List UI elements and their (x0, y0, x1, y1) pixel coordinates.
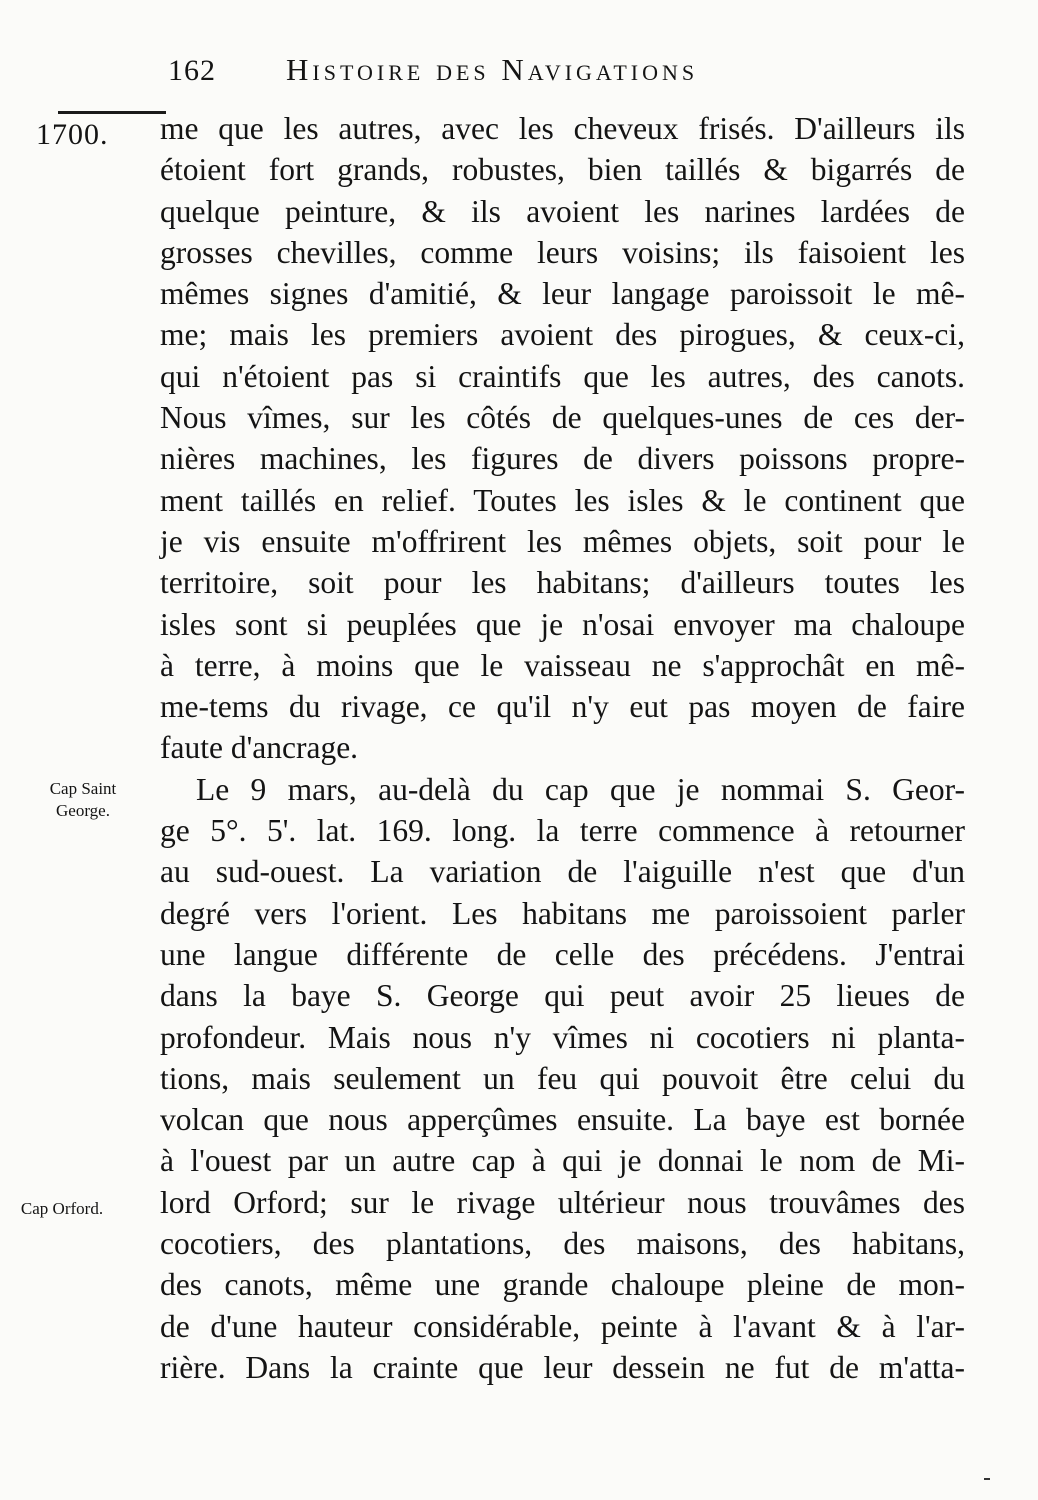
margin-note-cap-orford: Cap Orford. (20, 1199, 104, 1218)
text-line: de d'une hauteur considérable, peinte à l'avant & à l'ar- (160, 1308, 965, 1344)
running-title: Histoire des Navigations (286, 52, 699, 87)
text-line: rière. Dans la crainte que leur dessein ne fut de m'atta- (160, 1349, 965, 1385)
text-line: me que les autres, avec les cheveux frisés. D'ailleurs ils (160, 111, 965, 146)
text-line: des canots, même une grande chaloupe pleine de mon- (160, 1267, 965, 1303)
text-line: volcan que nous apperçûmes ensuite. La baye est bornée (160, 1102, 965, 1138)
text-line: me; mais les premiers avoient des pirogues, & ceux-ci, (160, 317, 965, 353)
margin-year: 1700. (36, 118, 109, 151)
text-line: me-tems du rivage, ce qu'il n'y eut pas moyen de faire (160, 689, 965, 725)
text-line: territoire, soit pour les habitans; d'ailleurs toutes les (160, 565, 965, 601)
margin-note-cap-saint-george: Cap Saint George. (49, 779, 117, 820)
text-line: Nous vîmes, sur les côtés de quelques-unes de ces der- (160, 400, 965, 436)
body-text (160, 108, 965, 1388)
text-line: ment taillés en relief. Toutes les isles & le continent que (160, 482, 965, 518)
text-line: qui n'étoient pas si craintifs que les autres, des canots. (160, 358, 965, 394)
text-line: isles sont si peuplées que je n'osai envoyer ma chaloupe (160, 606, 965, 642)
text-line: dans la baye S. George qui peut avoir 25 lieues de (160, 978, 965, 1014)
text-line: mêmes signes d'amitié, & leur langage paroissoit le mê- (160, 276, 965, 312)
print-speck (984, 1478, 990, 1480)
text-line: grosses chevilles, comme leurs voisins; ils faisoient les (160, 234, 965, 270)
text-line: au sud-ouest. La variation de l'aiguille n'est que d'un (160, 854, 965, 890)
text-line: faute d'ancrage. (160, 730, 359, 766)
text-line: une langue différente de celle des précédens. J'entrai (160, 936, 965, 972)
text-line: Le 9 mars, au-delà du cap que je nommai S. Geor- (196, 771, 965, 807)
text-line: étoient fort grands, robustes, bien taillés & bigarrés de (160, 152, 965, 188)
text-line: tions, mais seulement un feu qui pouvoit être celui du (160, 1060, 965, 1096)
page-header (168, 52, 888, 88)
text-line: ge 5°. 5'. lat. 169. long. la terre commence à retourner (160, 813, 965, 849)
text-line: lord Orford; sur le rivage ultérieur nous trouvâmes des (160, 1184, 965, 1220)
text-line: degré vers l'orient. Les habitans me paroissoient parler (160, 895, 965, 931)
header-rule (58, 111, 166, 114)
text-line: nières machines, les figures de divers poissons propre- (160, 441, 965, 477)
text-line: à l'ouest par un autre cap à qui je donnai le nom de Mi- (160, 1143, 965, 1179)
text-line: je vis ensuite m'offrirent les mêmes objets, soit pour le (160, 523, 965, 559)
text-line: profondeur. Mais nous n'y vîmes ni cocotiers ni planta- (160, 1019, 965, 1055)
text-line: quelque peinture, & ils avoient les narines lardées de (160, 193, 965, 229)
page-number: 162 (168, 54, 216, 87)
text-line: à terre, à moins que le vaisseau ne s'approchât en mê- (160, 647, 965, 683)
text-line: cocotiers, des plantations, des maisons, des habitans, (160, 1226, 965, 1262)
